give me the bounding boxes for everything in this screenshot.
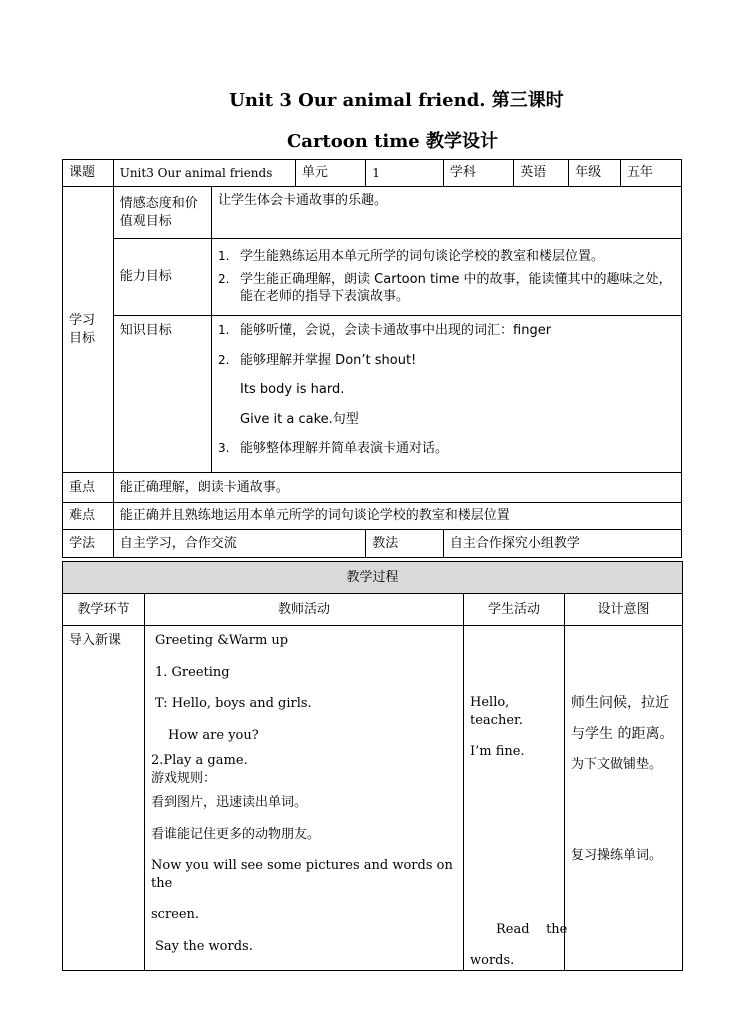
process-student-activity <box>464 626 568 971</box>
ability-label: 能力目标 <box>113 239 211 316</box>
process-teacher-activity <box>145 626 464 971</box>
teacher-line: T: Hello, boys and girls. <box>155 696 312 712</box>
emotion-label: 情感态度和价值观目标 <box>113 187 211 239</box>
unit-value: 1 <box>366 160 444 187</box>
ability-items <box>212 239 682 316</box>
process-intent <box>565 626 683 971</box>
knowledge-items <box>212 316 682 473</box>
teach-method-label: 教法 <box>366 530 444 558</box>
list-item: 2. 学生能正确理解，朗读 Cartoon time 中的故事，能读懂其中的趣味之处，能在老师的指导下表演故事。 <box>218 271 672 305</box>
key-points-label: 重点 <box>63 473 114 503</box>
objectives-label: 学习目标 <box>63 187 114 473</box>
lesson-info-table <box>62 159 682 558</box>
teacher-line: 游戏规则： <box>151 770 217 786</box>
list-item: 1. 能够听懂，会说，会读卡通故事中出现的词汇：finger <box>218 323 552 338</box>
list-item: Give it a cake.句型 <box>240 411 359 427</box>
subject-label: 学科 <box>443 160 513 187</box>
teacher-line: 1. Greeting <box>155 664 230 680</box>
student-line: words. <box>470 953 515 969</box>
student-line: I’m fine. <box>470 744 525 760</box>
teacher-line: Say the words. <box>155 939 253 955</box>
student-line: Hello, teacher. <box>470 695 523 728</box>
list-item: 1. 学生能熟练运用本单元所学的词句谈论学校的教室和楼层位置。 <box>218 249 605 265</box>
emotion-text: 让学生体会卡通故事的乐趣。 <box>212 187 682 239</box>
teacher-line: Greeting &Warm up <box>155 633 289 648</box>
grade-value: 五年 <box>620 160 681 187</box>
topic-value: Unit3 Our animal friends <box>113 160 295 187</box>
intent-line: 为下文做铺垫。 <box>571 756 663 772</box>
process-header-stage: 教学环节 <box>63 594 145 626</box>
topic-label: 课题 <box>63 160 114 187</box>
process-stage: 导入新课 <box>63 626 145 971</box>
process-title: 教学过程 <box>63 562 683 594</box>
student-line: Read the <box>496 921 568 937</box>
study-method-label: 学法 <box>63 530 114 558</box>
process-header-intent: 设计意图 <box>565 594 683 626</box>
knowledge-label: 知识目标 <box>113 316 211 473</box>
process-header-teacher: 教师活动 <box>145 594 464 626</box>
teacher-line: How are you? <box>168 727 259 743</box>
list-item: 3. 能够整体理解并简单表演卡通对话。 <box>218 441 449 457</box>
teaching-process-table <box>62 561 683 971</box>
process-header-student: 学生活动 <box>464 594 565 626</box>
difficulties-text: 能正确并且熟练地运用本单元所学的词句谈论学校的教室和楼层位置 <box>113 503 681 530</box>
intent-line: 师生问候，拉近 <box>571 695 669 711</box>
teacher-line: Now you will see some pictures and words on the <box>151 858 453 891</box>
teacher-line: 看到图片，迅速读出单词。 <box>151 795 308 811</box>
document-title-line2: Cartoon time 教学设计 <box>286 131 499 152</box>
document-title-line1: Unit 3 Our animal friend. 第三课时 <box>229 90 564 111</box>
teacher-line: 2.Play a game. <box>151 753 248 769</box>
intent-line: 复习操练单词。 <box>571 848 663 864</box>
teacher-line: screen. <box>151 907 200 923</box>
list-item: 2. 能够理解并掌握 Don’t shout! <box>218 352 417 368</box>
difficulties-label: 难点 <box>63 503 114 530</box>
unit-label: 单元 <box>295 160 365 187</box>
teach-method-text: 自主合作探究小组教学 <box>443 530 681 558</box>
subject-value: 英语 <box>514 160 569 187</box>
intent-line: 与学生 的距离。 <box>571 725 674 742</box>
grade-label: 年级 <box>569 160 621 187</box>
key-points-text: 能正确理解，朗读卡通故事。 <box>113 473 681 503</box>
list-item: Its body is hard. <box>240 382 345 398</box>
study-method-text: 自主学习，合作交流 <box>113 530 366 558</box>
teacher-line: 看谁能记住更多的动物朋友。 <box>151 826 321 842</box>
